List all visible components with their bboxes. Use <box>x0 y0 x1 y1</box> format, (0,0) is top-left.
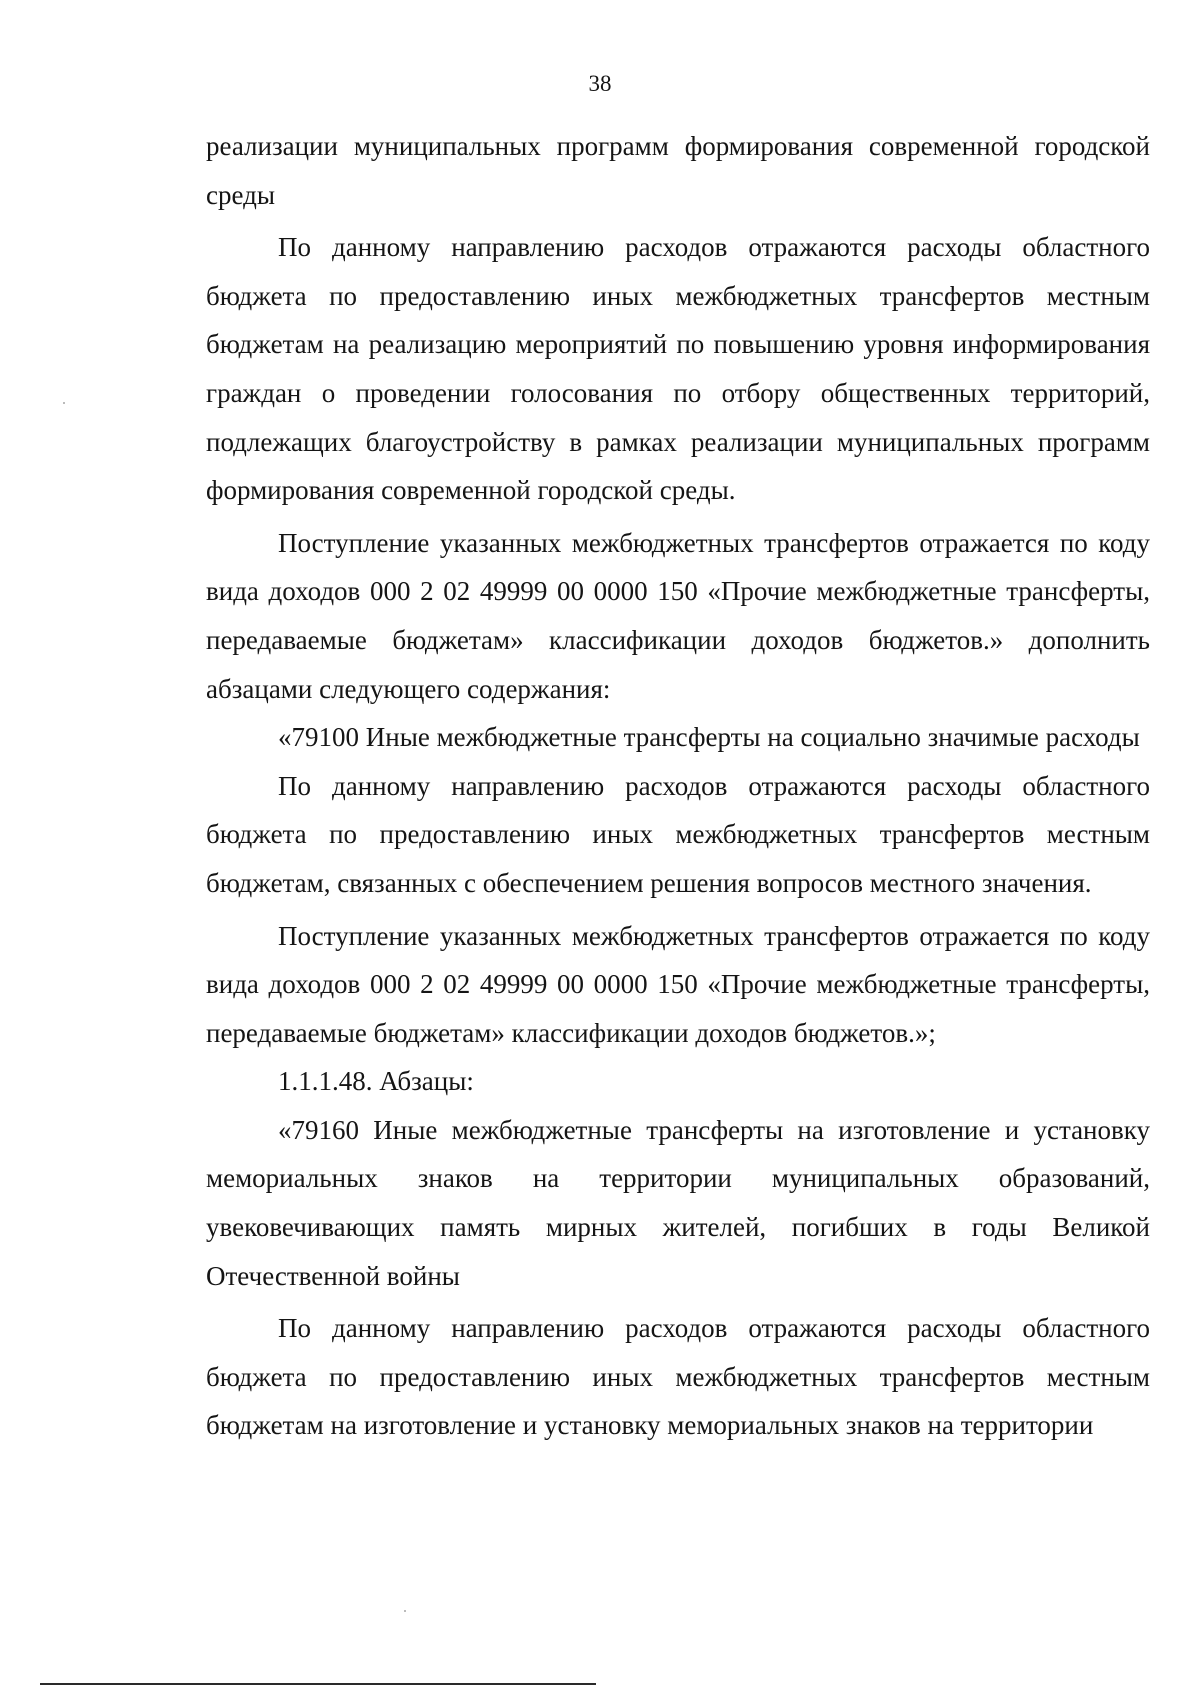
scan-edge-line <box>40 1683 596 1685</box>
paragraph-income-code: Поступление указанных межбюджетных трансфертов отражается по коду вида доходов 000 2 02 49999 00 0000 150 «Прочие межбюджетные трансферты, передаваемые бюджетам» классификации доходов бюджетов.»; <box>206 920 1150 1048</box>
paragraph-expense-direction: По данному направлению расходов отражаются расходы областного бюджета по предоставлению иных межбюджетных трансфертов местным бюджетам на изготовление и установку мемориальных знаков на территории <box>206 1313 1150 1441</box>
paragraph-code-79160: «79160 Иные межбюджетные трансферты на изготовление и установку мемориальных знаков на территории муниципальных образований, увековечивающих память мирных жителей, погибших в годы Великой Отечественной войны <box>206 1114 1150 1291</box>
document-body <box>206 122 1150 1450</box>
paragraph-income-code: Поступление указанных межбюджетных трансфертов отражается по коду вида доходов 000 2 02 49999 00 0000 150 «Прочие межбюджетные трансферты, передаваемые бюджетам» классификации доходов бюджетов.» дополнить абзацами следующего содержания: <box>206 527 1150 704</box>
paragraph-section-number: 1.1.1.48. Абзацы: <box>278 1066 474 1097</box>
paragraph-continuation: реализации муниципальных программ формирования современной городской среды <box>206 131 1150 210</box>
paragraph-expense-direction: По данному направлению расходов отражаются расходы областного бюджета по предоставлению иных межбюджетных трансфертов местным бюджетам, связанных с обеспечением решения вопросов местного значения. <box>206 770 1150 898</box>
page-number: 38 <box>588 71 612 96</box>
scan-artifact <box>404 1610 406 1612</box>
scan-artifact <box>63 402 65 404</box>
paragraph-expense-direction: По данному направлению расходов отражаются расходы областного бюджета по предоставлению иных межбюджетных трансфертов местным бюджетам на реализацию мероприятий по повышению уровня информирования граждан о проведении голосования по отбору общественных территорий, подлежащих благоустройству в рамках реализации муниципальных программ формирования современной городской среды. <box>206 232 1150 506</box>
paragraph-code-79100: «79100 Иные межбюджетные трансферты на социально значимые расходы <box>278 722 1140 753</box>
